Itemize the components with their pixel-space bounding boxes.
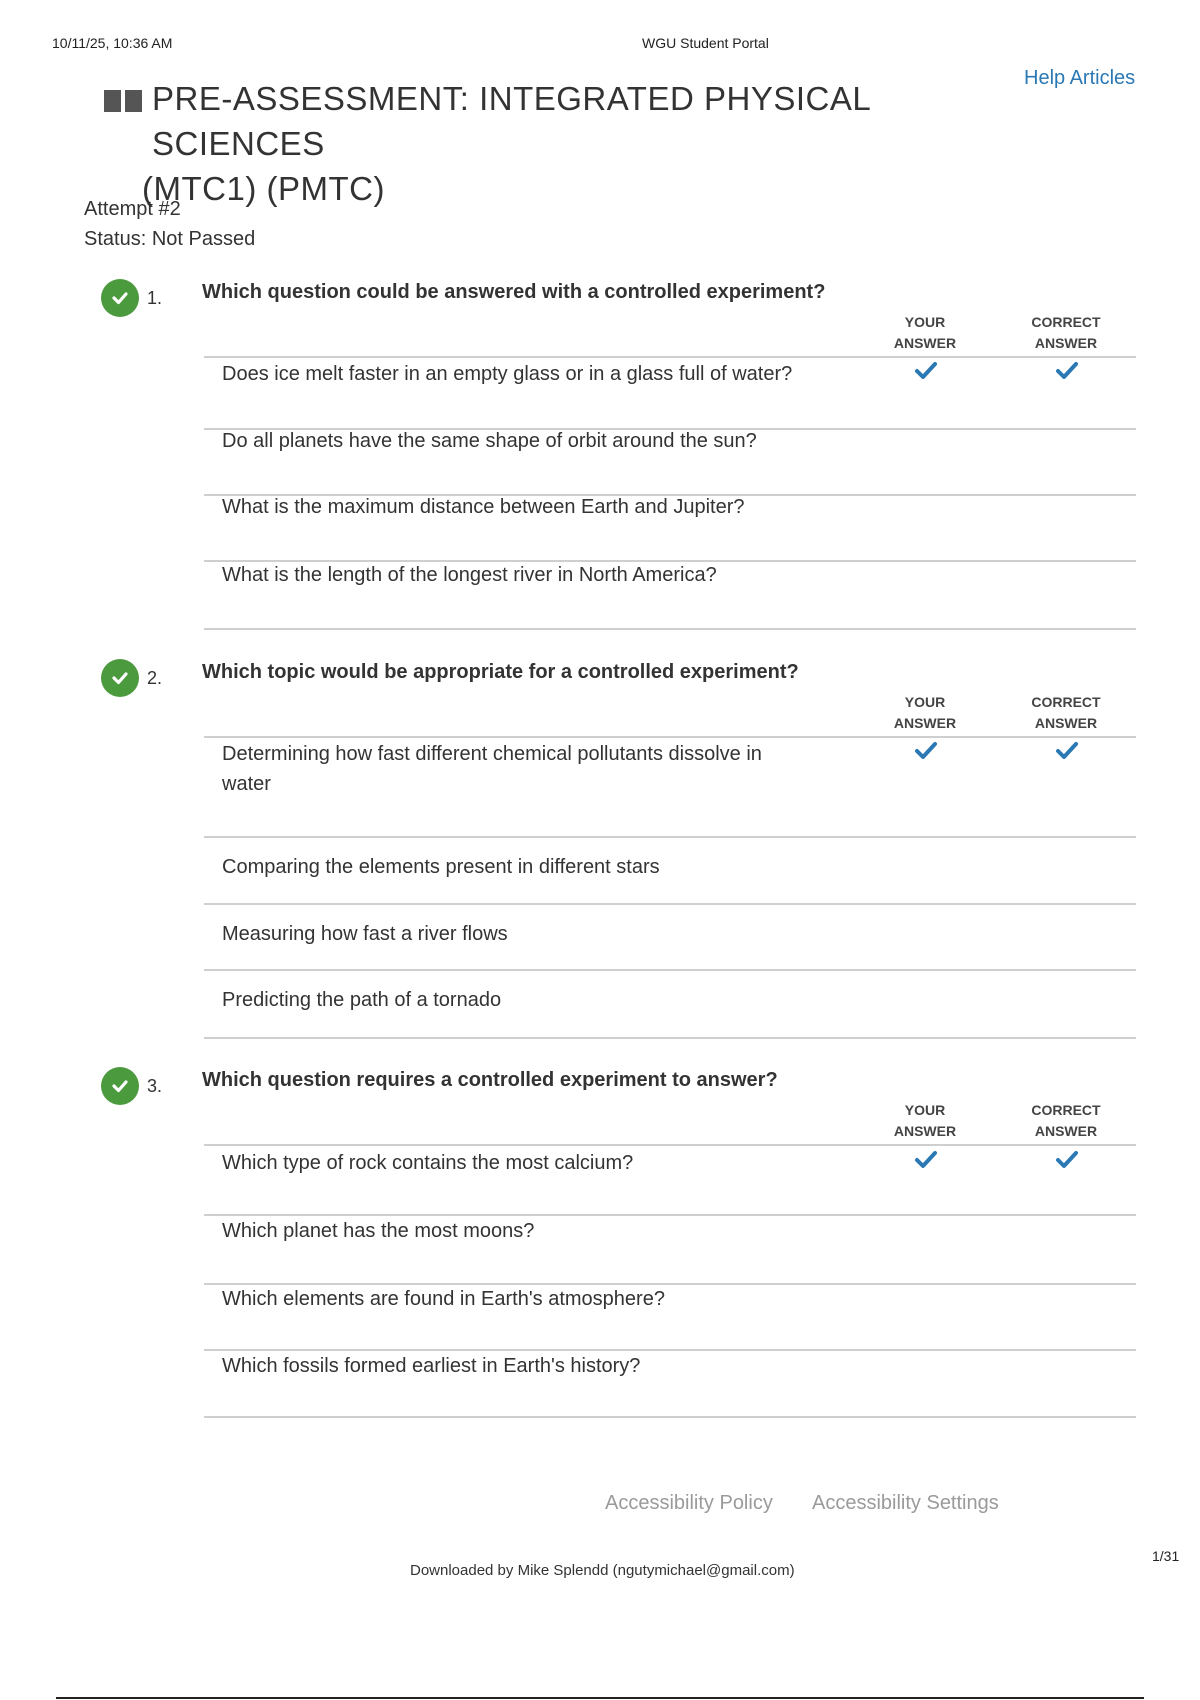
correct-answer-check-icon	[1055, 741, 1079, 761]
print-page-title: WGU Student Portal	[642, 35, 769, 51]
attempt-status: Status: Not Passed	[84, 228, 256, 250]
downloaded-by-note: Downloaded by Mike Splendd (ngutymichael@gmail.com)	[410, 1562, 795, 1579]
answer-option-text-cont: water	[222, 773, 271, 795]
answer-row-divider	[204, 1144, 1136, 1146]
correct-answer-check-icon	[1055, 361, 1079, 381]
answer-option	[222, 852, 822, 882]
answer-option	[222, 919, 822, 949]
answer-row-divider	[204, 1416, 1136, 1418]
question-number: 1.	[147, 288, 163, 308]
page-title-line1: PRE-ASSESSMENT: INTEGRATED PHYSICAL SCIENCES	[152, 80, 870, 162]
answer-option	[222, 492, 822, 522]
answer-option-text: Do all planets have the same shape of orbit around the sun?	[222, 430, 757, 452]
answer-option-text: Does ice melt faster in an empty glass or in a glass full of water?	[222, 363, 793, 385]
answer-option	[222, 1216, 822, 1246]
question-number: 3.	[147, 1076, 163, 1096]
page-title-line2: (MTC1) (PMTC)	[142, 170, 385, 207]
answer-row-divider	[204, 1037, 1136, 1039]
answer-option-text: Which planet has the most moons?	[222, 1220, 535, 1242]
column-header-your-line1: YOUR	[904, 1102, 946, 1118]
answer-option-text: Comparing the elements present in different stars	[222, 856, 660, 878]
book-icon	[104, 88, 142, 114]
answer-option-text: Which type of rock contains the most calcium?	[222, 1152, 634, 1174]
answer-option	[222, 560, 822, 590]
help-articles-link[interactable]: Help Articles	[1024, 67, 1136, 89]
answer-option	[222, 985, 822, 1015]
answer-option-text: Which fossils formed earliest in Earth's history?	[222, 1355, 641, 1377]
column-header-correct-answer	[1016, 312, 1116, 354]
answer-row-divider	[204, 836, 1136, 838]
answer-row-divider	[204, 736, 1136, 738]
question-number: 2.	[147, 668, 163, 688]
column-header-your-answer	[875, 312, 975, 354]
your-answer-check-icon	[914, 741, 938, 761]
bottom-divider	[56, 1697, 1144, 1699]
page-number: 1/31	[1152, 1548, 1180, 1564]
column-header-correct-line1: CORRECT	[1031, 694, 1101, 710]
column-header-your-answer	[875, 692, 975, 734]
answer-option	[222, 359, 822, 389]
column-header-correct-answer	[1016, 692, 1116, 734]
column-header-your-line2: ANSWER	[893, 715, 957, 731]
column-header-correct-line1: CORRECT	[1031, 314, 1101, 330]
column-header-correct-line2: ANSWER	[1034, 715, 1098, 731]
question-text: Which topic would be appropriate for a controlled experiment?	[202, 661, 799, 683]
correct-check-icon	[101, 1067, 139, 1105]
answer-option	[222, 739, 822, 799]
column-header-correct-line1: CORRECT	[1031, 1102, 1101, 1118]
column-header-correct-answer	[1016, 1100, 1116, 1142]
attempt-number: Attempt #2	[84, 198, 181, 220]
answer-option-text: What is the maximum distance between Earth and Jupiter?	[222, 496, 745, 518]
answer-option-text: Measuring how fast a river flows	[222, 923, 508, 945]
column-header-correct-line2: ANSWER	[1034, 1123, 1098, 1139]
answer-row-divider	[204, 969, 1136, 971]
answer-option-text: What is the length of the longest river in North America?	[222, 564, 717, 586]
question-text: Which question requires a controlled experiment to answer?	[202, 1069, 778, 1091]
column-header-your-line1: YOUR	[904, 314, 946, 330]
your-answer-check-icon	[914, 361, 938, 381]
your-answer-check-icon	[914, 1150, 938, 1170]
column-header-your-line1: YOUR	[904, 694, 946, 710]
column-header-your-line2: ANSWER	[893, 1123, 957, 1139]
column-header-your-line2: ANSWER	[893, 335, 957, 351]
answer-row-divider	[204, 628, 1136, 630]
question-text: Which question could be answered with a controlled experiment?	[202, 281, 826, 303]
page-title	[142, 76, 1012, 211]
print-header	[52, 35, 1148, 55]
answer-row-divider	[204, 903, 1136, 905]
answer-option-text: Which elements are found in Earth's atmosphere?	[222, 1288, 665, 1310]
answer-option	[222, 1351, 822, 1381]
answer-option-text: Determining how fast different chemical pollutants dissolve in	[222, 743, 762, 765]
answer-option	[222, 426, 822, 456]
answer-row-divider	[204, 356, 1136, 358]
accessibility-settings-link[interactable]: Accessibility Settings	[812, 1492, 999, 1514]
correct-check-icon	[101, 279, 139, 317]
column-header-correct-line2: ANSWER	[1034, 335, 1098, 351]
accessibility-policy-link[interactable]: Accessibility Policy	[605, 1492, 773, 1514]
correct-check-icon	[101, 659, 139, 697]
column-header-your-answer	[875, 1100, 975, 1142]
answer-option	[222, 1284, 822, 1314]
answer-option-text: Predicting the path of a tornado	[222, 989, 502, 1011]
correct-answer-check-icon	[1055, 1150, 1079, 1170]
answer-option	[222, 1148, 822, 1178]
print-date: 10/11/25, 10:36 AM	[52, 35, 173, 51]
